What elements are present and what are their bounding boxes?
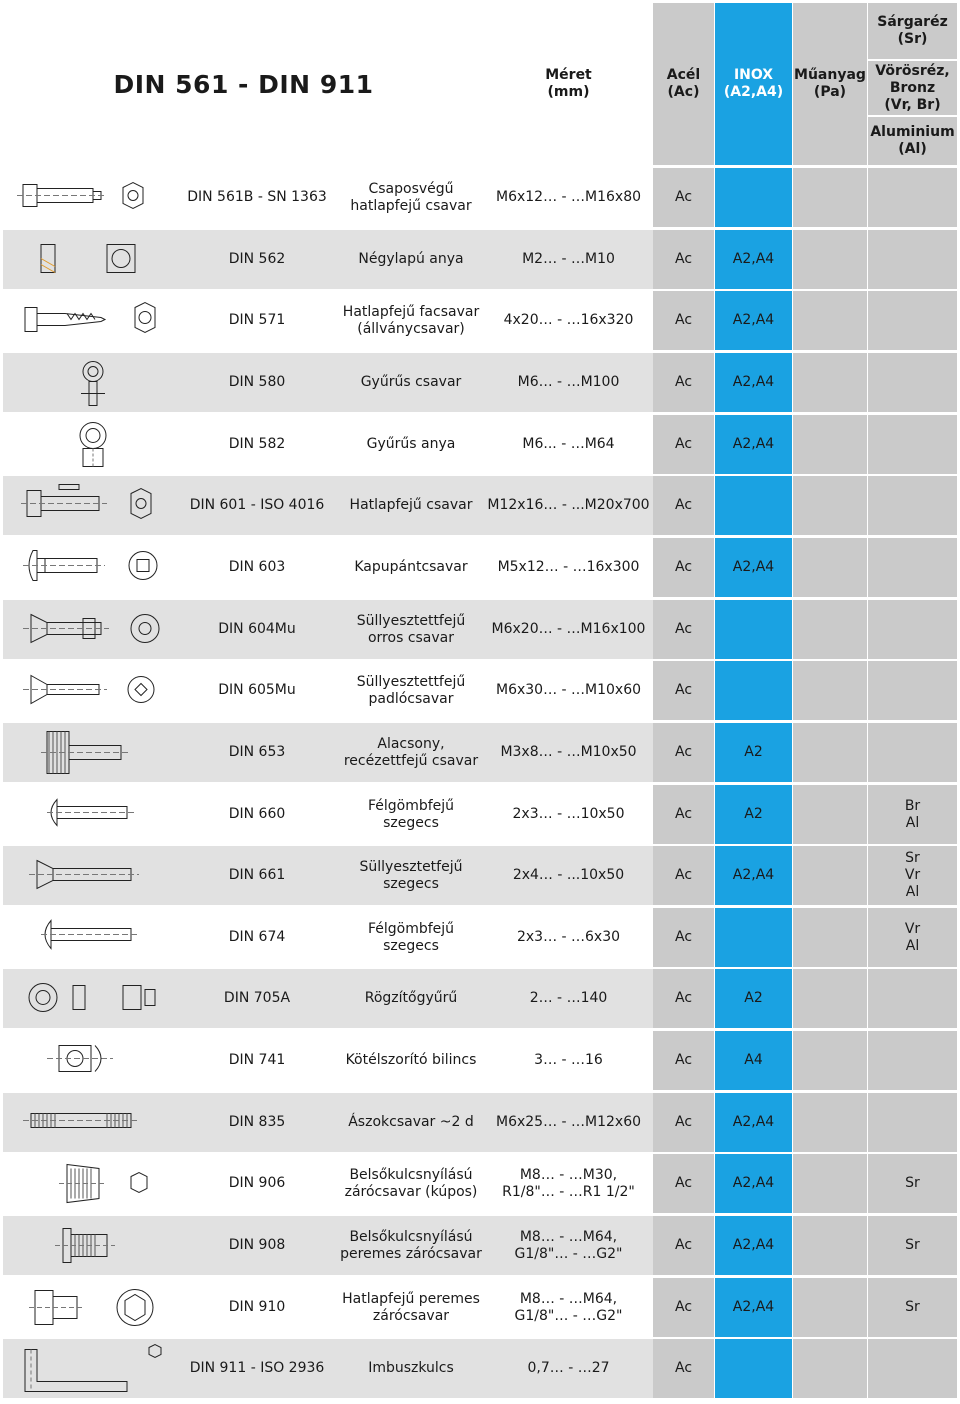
material-muanyag xyxy=(793,846,867,905)
material-inox: A2,A4 xyxy=(715,1093,792,1152)
material-muanyag xyxy=(793,661,867,720)
material-other xyxy=(868,415,957,474)
material-acel: Ac xyxy=(653,353,714,412)
column-header-voros: Vörösréz, Bronz (Vr, Br) xyxy=(868,61,957,115)
size-range: M6x30… - …M10x60 xyxy=(484,661,653,720)
material-other xyxy=(868,168,957,227)
din-code: DIN 741 xyxy=(176,1031,338,1090)
material-muanyag xyxy=(793,1031,867,1090)
din-code: DIN 582 xyxy=(176,415,338,474)
product-name: Imbuszkulcs xyxy=(338,1339,484,1398)
column-header-meret: Méret (mm) xyxy=(484,3,653,165)
material-muanyag xyxy=(793,1154,867,1213)
product-name: Hatlapfejű peremes zárócsavar xyxy=(338,1278,484,1337)
column-header-aluminium: Aluminium (Al) xyxy=(868,117,957,165)
material-inox: A2,A4 xyxy=(715,230,792,289)
din-code: DIN 908 xyxy=(176,1216,338,1275)
material-acel: Ac xyxy=(653,538,714,597)
product-name: Ászokcsavar ~2 d xyxy=(338,1093,484,1152)
material-other xyxy=(868,1093,957,1152)
hex-bolt-drawing xyxy=(3,476,176,535)
product-name: Rögzítőgyűrű xyxy=(338,969,484,1028)
size-range: M6… - …M100 xyxy=(484,353,653,412)
din-code: DIN 674 xyxy=(176,908,338,967)
din-code: DIN 571 xyxy=(176,291,338,350)
material-inox: A2,A4 xyxy=(715,1278,792,1337)
product-name: Kapupántcsavar xyxy=(338,538,484,597)
material-other xyxy=(868,476,957,535)
din-code: DIN 604Mu xyxy=(176,600,338,659)
material-other xyxy=(868,661,957,720)
material-muanyag xyxy=(793,415,867,474)
material-muanyag xyxy=(793,969,867,1028)
stud-bolt-drawing xyxy=(3,1093,176,1152)
material-muanyag xyxy=(793,723,867,782)
material-muanyag xyxy=(793,1216,867,1275)
product-name: Süllyesztetfejű szegecs xyxy=(338,846,484,905)
round-head-rivet-small-drawing xyxy=(3,908,176,967)
countersunk-rivet-drawing xyxy=(3,846,176,905)
material-inox: A2 xyxy=(715,723,792,782)
product-name: Gyűrűs anya xyxy=(338,415,484,474)
material-acel: Ac xyxy=(653,785,714,844)
material-inox xyxy=(715,1339,792,1398)
material-muanyag xyxy=(793,353,867,412)
column-header-sargarez: Sárgaréz (Sr) xyxy=(868,3,957,59)
material-inox xyxy=(715,661,792,720)
collar-hex-socket-plug-drawing xyxy=(3,1216,176,1275)
material-muanyag xyxy=(793,230,867,289)
din-code: DIN 605Mu xyxy=(176,661,338,720)
adjusting-ring-drawing xyxy=(3,969,176,1028)
column-header-inox: INOX (A2,A4) xyxy=(715,3,792,165)
material-muanyag xyxy=(793,476,867,535)
material-other xyxy=(868,1031,957,1090)
material-inox xyxy=(715,600,792,659)
size-range: M6x25… - …M12x60 xyxy=(484,1093,653,1152)
size-range: 2x3… - …10x50 xyxy=(484,785,653,844)
carriage-bolt-drawing xyxy=(3,538,176,597)
size-range: 2x3… - …6x30 xyxy=(484,908,653,967)
material-muanyag xyxy=(793,785,867,844)
material-other: Sr xyxy=(868,1278,957,1337)
set-screw-dog-point-drawing xyxy=(3,168,176,227)
eye-bolt-drawing xyxy=(3,353,176,412)
product-name: Félgömbfejű szegecs xyxy=(338,785,484,844)
size-range: M8… - …M64, G1/8"… - …G2" xyxy=(484,1216,653,1275)
material-acel: Ac xyxy=(653,1339,714,1398)
size-range: 2… - …140 xyxy=(484,969,653,1028)
size-range: 4x20… - …16x320 xyxy=(484,291,653,350)
material-inox xyxy=(715,168,792,227)
material-other: Vr Al xyxy=(868,908,957,967)
material-inox: A2,A4 xyxy=(715,1216,792,1275)
countersunk-nib-bolt-drawing xyxy=(3,600,176,659)
size-range: M5x12… - …16x300 xyxy=(484,538,653,597)
product-name: Négylapú anya xyxy=(338,230,484,289)
product-name: Belsőkulcsnyílású zárócsavar (kúpos) xyxy=(338,1154,484,1213)
tapered-hex-socket-plug-drawing xyxy=(3,1154,176,1213)
material-acel: Ac xyxy=(653,1278,714,1337)
din-code: DIN 835 xyxy=(176,1093,338,1152)
square-nut-drawing xyxy=(3,230,176,289)
material-acel: Ac xyxy=(653,600,714,659)
size-range: M2… - …M10 xyxy=(484,230,653,289)
material-other xyxy=(868,969,957,1028)
material-acel: Ac xyxy=(653,291,714,350)
material-other: Sr xyxy=(868,1216,957,1275)
hex-key-drawing xyxy=(3,1339,176,1398)
material-muanyag xyxy=(793,291,867,350)
din-code: DIN 906 xyxy=(176,1154,338,1213)
product-name: Félgömbfejű szegecs xyxy=(338,908,484,967)
material-muanyag xyxy=(793,908,867,967)
hex-wood-screw-drawing xyxy=(3,291,176,350)
material-inox: A2,A4 xyxy=(715,353,792,412)
material-other: Sr xyxy=(868,1154,957,1213)
material-muanyag xyxy=(793,600,867,659)
size-range: M6... - …M64 xyxy=(484,415,653,474)
material-muanyag xyxy=(793,1278,867,1337)
size-range: M6x12… - …M16x80 xyxy=(484,168,653,227)
hex-head-collar-plug-drawing xyxy=(3,1278,176,1337)
material-acel: Ac xyxy=(653,1093,714,1152)
material-acel: Ac xyxy=(653,846,714,905)
material-acel: Ac xyxy=(653,969,714,1028)
din-code: DIN 910 xyxy=(176,1278,338,1337)
material-inox: A4 xyxy=(715,1031,792,1090)
material-muanyag xyxy=(793,168,867,227)
din-code: DIN 911 - ISO 2936 xyxy=(176,1339,338,1398)
din-code: DIN 705A xyxy=(176,969,338,1028)
material-acel: Ac xyxy=(653,661,714,720)
din-code: DIN 601 - ISO 4016 xyxy=(176,476,338,535)
product-name: Hatlapfejű csavar xyxy=(338,476,484,535)
din-code: DIN 580 xyxy=(176,353,338,412)
size-range: 0,7… - …27 xyxy=(484,1339,653,1398)
material-acel: Ac xyxy=(653,1154,714,1213)
material-other xyxy=(868,1339,957,1398)
material-inox: A2 xyxy=(715,969,792,1028)
eye-nut-drawing xyxy=(3,415,176,474)
material-acel: Ac xyxy=(653,1031,714,1090)
column-header-acel: Acél (Ac) xyxy=(653,3,714,165)
material-muanyag xyxy=(793,1339,867,1398)
material-muanyag xyxy=(793,1093,867,1152)
material-inox xyxy=(715,908,792,967)
product-name: Alacsony, recézettfejű csavar xyxy=(338,723,484,782)
din-code: DIN 603 xyxy=(176,538,338,597)
size-range: M8… - …M30, R1/8"… - …R1 1/2" xyxy=(484,1154,653,1213)
din-code: DIN 653 xyxy=(176,723,338,782)
product-name: Csaposvégű hatlapfejű csavar xyxy=(338,168,484,227)
material-acel: Ac xyxy=(653,230,714,289)
material-other xyxy=(868,600,957,659)
material-inox: A2,A4 xyxy=(715,1154,792,1213)
material-acel: Ac xyxy=(653,1216,714,1275)
material-acel: Ac xyxy=(653,476,714,535)
material-other xyxy=(868,230,957,289)
material-inox xyxy=(715,476,792,535)
material-inox: A2 xyxy=(715,785,792,844)
din-code: DIN 661 xyxy=(176,846,338,905)
material-inox: A2,A4 xyxy=(715,846,792,905)
material-other: Br Al xyxy=(868,785,957,844)
din-code: DIN 562 xyxy=(176,230,338,289)
din-code: DIN 660 xyxy=(176,785,338,844)
product-name: Süllyesztettfejű padlócsavar xyxy=(338,661,484,720)
material-other xyxy=(868,291,957,350)
size-range: M12x16… - ...M20x700 xyxy=(484,476,653,535)
material-acel: Ac xyxy=(653,908,714,967)
product-name: Süllyesztettfejű orros csavar xyxy=(338,600,484,659)
knurled-thumb-screw-drawing xyxy=(3,723,176,782)
material-other xyxy=(868,538,957,597)
product-name: Hatlapfejű facsavar (állványcsavar) xyxy=(338,291,484,350)
wire-rope-clip-drawing xyxy=(3,1031,176,1090)
material-inox: A2,A4 xyxy=(715,291,792,350)
size-range: 3… - …16 xyxy=(484,1031,653,1090)
product-name: Kötélszorító bilincs xyxy=(338,1031,484,1090)
material-other xyxy=(868,353,957,412)
material-acel: Ac xyxy=(653,168,714,227)
size-range: M8… - …M64, G1/8"… - …G2" xyxy=(484,1278,653,1337)
material-acel: Ac xyxy=(653,415,714,474)
material-other: Sr Vr Al xyxy=(868,846,957,905)
size-range: M3x8… - …M10x50 xyxy=(484,723,653,782)
material-inox: A2,A4 xyxy=(715,538,792,597)
size-range: M6x20… - …M16x100 xyxy=(484,600,653,659)
product-name: Belsőkulcsnyílású peremes zárócsavar xyxy=(338,1216,484,1275)
material-inox: A2,A4 xyxy=(715,415,792,474)
material-other xyxy=(868,723,957,782)
size-range: 2x4… - ...10x50 xyxy=(484,846,653,905)
column-header-muanyag: Műanyag (Pa) xyxy=(793,3,867,165)
product-name: Gyűrűs csavar xyxy=(338,353,484,412)
round-head-rivet-drawing xyxy=(3,785,176,844)
countersunk-floor-bolt-drawing xyxy=(3,661,176,720)
material-acel: Ac xyxy=(653,723,714,782)
material-muanyag xyxy=(793,538,867,597)
din-code: DIN 561B - SN 1363 xyxy=(176,168,338,227)
page-title: DIN 561 - DIN 911 xyxy=(3,3,484,165)
